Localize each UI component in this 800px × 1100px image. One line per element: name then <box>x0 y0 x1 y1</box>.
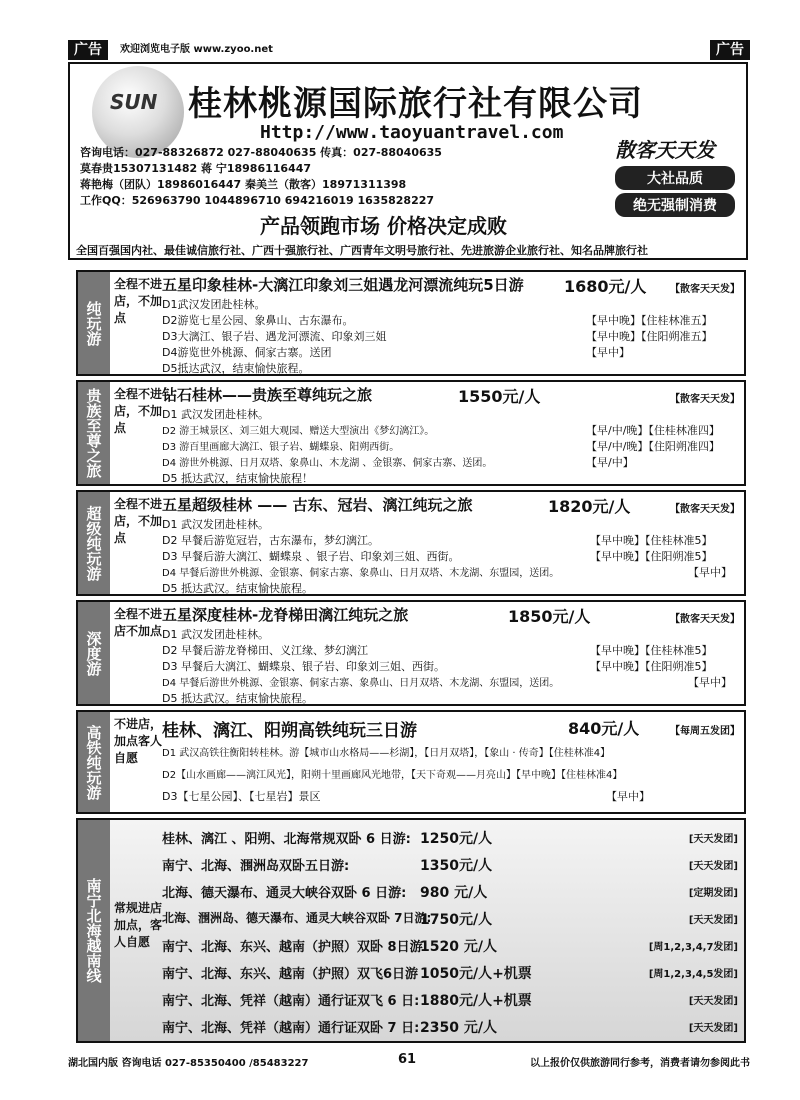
badge-quality: 大社品质 <box>615 166 735 190</box>
tour-title: 五星印象桂林-大漓江印象刘三姐遇龙河漂流纯玩5日游 <box>162 276 524 294</box>
meal-info: 【早中晚】【住阳朔准五】 <box>586 330 713 343</box>
tour-price: 840元/人 <box>568 719 640 738</box>
tour-note: 全程不进店，不加点 <box>114 387 163 435</box>
tour-section-2 <box>76 380 746 486</box>
tour-tag: 【散客天天发】 <box>670 394 740 405</box>
day-line: D2 早餐后游龙脊梯田、义江缘、梦幻漓江 <box>162 644 368 657</box>
line-price: 2350 元/人 <box>420 1020 497 1036</box>
tour-price: 1850元/人 <box>508 607 591 626</box>
tour-price: 1680元/人 <box>564 277 647 296</box>
meal-info: 【早中】 <box>586 346 630 359</box>
tour-tag: 【每周五发团】 <box>670 726 740 737</box>
tour-title: 桂林、漓江、阳朔高铁纯玩三日游 <box>162 721 417 741</box>
logo-text: SUN <box>110 90 158 114</box>
day-line: D2 早餐后游览冠岩，古东瀑布，梦幻漓江。 <box>162 534 379 547</box>
day-line: D5 抵达武汉。结束愉快旅程。 <box>162 692 313 705</box>
line-name: 南宁、北海、涠洲岛双卧五日游: <box>162 859 350 874</box>
tour-title: 钻石桂林——贵族至尊纯玩之旅 <box>162 386 373 404</box>
company-header <box>68 62 748 260</box>
line-tag: [定期发团] <box>688 888 738 899</box>
line-name: 南宁、北海、凭祥（越南）通行证双飞 6 日: <box>162 994 420 1009</box>
tour-title: 五星超级桂林 —— 古东、冠岩、漓江纯玩之旅 <box>162 496 473 514</box>
tour-label: 高铁纯玩游 <box>78 712 110 812</box>
meal-info: 【早中】 <box>688 676 732 689</box>
line-tag: [天天发团] <box>688 1023 738 1034</box>
line-price: 980 元/人 <box>420 885 488 901</box>
day-line: D3【七星公园】、【七星岩】景区 <box>162 790 321 803</box>
tour-price: 1820元/人 <box>548 497 631 516</box>
lines-note: 常规进店加点，客人自愿 <box>114 901 163 949</box>
top-bar <box>68 40 750 60</box>
day-line: D5 抵达武汉。结束愉快旅程。 <box>162 582 313 595</box>
line-price: 1880元/人+机票 <box>420 993 532 1009</box>
tour-section-5 <box>76 710 746 814</box>
day-line: D1 武汉高铁往衡阳转桂林。游【城市山水格局——杉湖】，【日月双塔】，【象山 · 传奇】【住桂林准4】 <box>162 748 611 759</box>
tour-label: 深度游 <box>78 602 110 704</box>
day-line: D2【山水画廊——漓江风光】，阳朔十里画廊风光地带，【天下奇观——月亮山】【早中晚】【住桂林准4】 <box>162 770 623 781</box>
line-tag: [天天发团] <box>688 861 738 872</box>
line-name: 南宁、北海、东兴、越南（护照）双飞6日游 : <box>162 967 428 982</box>
contact-line: 咨询电话：027-88326872 027-88040635 传真：027-88040635 <box>80 146 442 159</box>
honors: 全国百强国内社、最佳诚信旅行社、广西十强旅行社、广西青年文明号旅行社、先进旅游企业旅行社、知名品牌旅行社 <box>76 244 648 257</box>
day-line: D4 早餐后游世外桃源、金银寨、侗家古寨、象鼻山、日月双塔、木龙湖、东盟园，送团。 <box>162 678 560 689</box>
day-line: D5 抵达武汉，结束愉快旅程！ <box>162 472 313 485</box>
lines-label: 南宁北海越南线 <box>78 820 110 1041</box>
tour-price: 1550元/人 <box>458 387 541 406</box>
tour-note: 全程不进店，不加点 <box>114 497 163 545</box>
meal-info: 【早中晚】【住桂林准五】 <box>586 314 713 327</box>
footer-right: 以上报价仅供旅游同行参考，消费者请勿参阅此书 <box>530 1058 750 1069</box>
tour-label: 贵族至尊之旅 <box>78 382 110 484</box>
tour-section-1 <box>76 270 746 376</box>
badge-no-forced: 绝无强制消费 <box>615 193 735 217</box>
line-name: 北海、德天瀑布、通灵大峡谷双卧 6 日游: <box>162 886 407 901</box>
line-tag: [天天发团] <box>688 996 738 1007</box>
meal-info: 【早中晚】【住桂林准5】 <box>590 534 713 547</box>
company-url[interactable]: Http://www.taoyuantravel.com <box>260 122 564 143</box>
line-name: 南宁、北海、凭祥（越南）通行证双卧 7 日: <box>162 1021 420 1036</box>
day-line: D3 早餐后游大漓江、蝴蝶泉 、银子岩、印象刘三姐、西街。 <box>162 550 460 563</box>
line-price: 1520 元/人 <box>420 939 497 955</box>
welcome-text: 欢迎浏览电子版 www.zyoo.net <box>120 44 273 55</box>
brand-badges <box>615 166 735 220</box>
tour-note: 全程不进店不加点 <box>114 607 163 638</box>
meal-info: 【早中】 <box>606 790 650 803</box>
tour-tag: 【散客天天发】 <box>670 504 740 515</box>
tour-section-4 <box>76 600 746 706</box>
day-line: D2 游王城景区、刘三姐大观园、赠送大型演出《梦幻漓江》。 <box>162 426 435 437</box>
meal-info: 【早中晚】【住桂林准5】 <box>590 644 713 657</box>
ad-tag-right: 广告 <box>710 40 750 60</box>
page-number: 61 <box>398 1052 417 1067</box>
meal-info: 【早/中/晚】【住阳朔准四】 <box>586 440 720 453</box>
day-line: D3大漓江、银子岩、遇龙河漂流、印象刘三姐 <box>162 330 387 343</box>
day-line: D2游览七星公园、象鼻山、古东瀑布。 <box>162 314 354 327</box>
tour-label: 超级纯玩游 <box>78 492 110 594</box>
line-price: 1250元/人 <box>420 831 493 847</box>
meal-info: 【早中】 <box>688 566 732 579</box>
meal-info: 【早/中】 <box>586 456 634 469</box>
company-name: 桂林桃源国际旅行社有限公司 <box>188 84 643 124</box>
tour-tag: 【散客天天发】 <box>670 614 740 625</box>
footer-left: 湖北国内版 咨询电话 027-85350400 /85483227 <box>68 1058 309 1069</box>
line-tag: [天天发团] <box>688 915 738 926</box>
meal-info: 【早中晚】【住阳朔准5】 <box>590 660 713 673</box>
southern-lines-section <box>76 818 746 1043</box>
meal-info: 【早中晚】【住阳朔准5】 <box>590 550 713 563</box>
day-line: D1武汉发团赴桂林。 <box>162 298 266 311</box>
line-tag: [周1,2,3,4,7发团] <box>648 942 738 953</box>
day-line: D4 早餐后游世外桃源、金银寨、侗家古寨、象鼻山、日月双塔、木龙湖、东盟园，送团。 <box>162 568 560 579</box>
day-line: D3 游百里画廊大漓江、银子岩、蝴蝶泉、阳朔西街。 <box>162 442 400 453</box>
line-name: 桂林、漓江 、阳朔、北海常规双卧 6 日游: <box>162 832 411 847</box>
contact-line: 莫春贵15307131482 蒋 宁18986116447 <box>80 162 312 175</box>
day-line: D4游览世外桃源、侗家古寨。送团 <box>162 346 332 359</box>
day-line: D4 游世外桃源、日月双塔、象鼻山、木龙湖 、金银寨、侗家古寨、送团。 <box>162 458 493 469</box>
meal-info: 【早/中/晚】【住桂林准四】 <box>586 424 720 437</box>
line-price: 1350元/人 <box>420 858 493 874</box>
line-name: 北海、涠洲岛、德天瀑布、通灵大峡谷双卧 7日游: <box>162 911 432 925</box>
day-line: D3 早餐后大漓江、蝴蝶泉、银子岩、印象刘三姐、西街。 <box>162 660 445 673</box>
line-tag: [天天发团] <box>688 834 738 845</box>
line-tag: [周1,2,3,4,5发团] <box>648 969 738 980</box>
tour-section-3 <box>76 490 746 596</box>
line-price: 1050元/人+机票 <box>420 966 532 982</box>
contact-line: 蒋艳梅（团队）18986016447 秦美兰（散客）18971311398 <box>80 178 407 191</box>
line-price: 1750元/人 <box>420 912 493 928</box>
tour-tag: 【散客天天发】 <box>670 284 740 295</box>
motto: 产品领跑市场 价格决定成败 <box>260 214 507 238</box>
tour-note: 全程不进店，不加点 <box>114 277 163 325</box>
day-line: D1 武汉发团赴桂林。 <box>162 518 269 531</box>
tour-title: 五星深度桂林-龙脊梯田漓江纯玩之旅 <box>162 606 409 624</box>
tour-label: 纯玩游 <box>78 272 110 374</box>
contact-line: 工作QQ：526963790 1044896710 694216019 1635828227 <box>80 194 435 207</box>
day-line: D5抵达武汉，结束愉快旅程。 <box>162 362 310 375</box>
line-name: 南宁、北海、东兴、越南（护照）双卧 8日游: <box>162 940 428 955</box>
day-line: D1 武汉发团赴桂林。 <box>162 408 269 421</box>
slogan-handwritten: 散客天天发 <box>615 138 715 162</box>
ad-tag-left: 广告 <box>68 40 108 60</box>
tour-note: 不进店，加点客人自愿 <box>114 717 163 765</box>
day-line: D1 武汉发团赴桂林。 <box>162 628 269 641</box>
